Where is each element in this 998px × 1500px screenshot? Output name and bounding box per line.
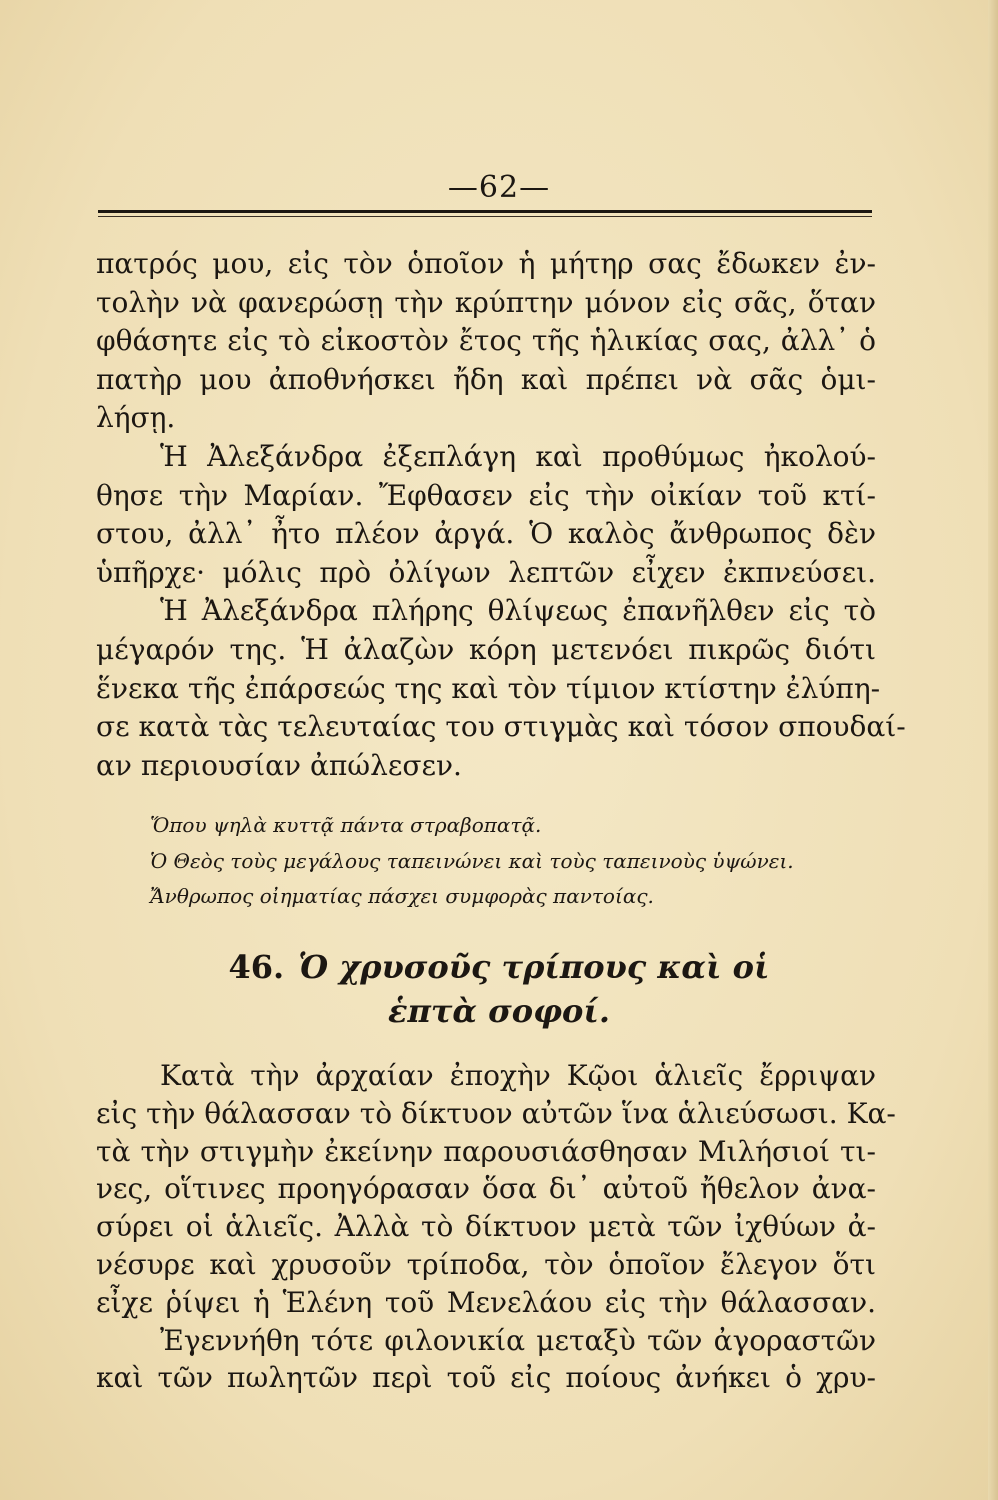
text-line: καὶ τῶν πωλητῶν περὶ τοῦ εἰς ποίους ἀνήκει ὁ χρυ- — [96, 1361, 876, 1395]
text-line: εἶχε ῥίψει ἡ Ἑλένη τοῦ Μενελάου εἰς τὴν θάλασσαν. — [96, 1285, 876, 1319]
proverb-line: Ὁ Θεὸς τοὺς μεγάλους ταπεινώνει καὶ τοὺς ταπεινοὺς ὑψώνει. — [150, 848, 794, 873]
text-line: αν περιουσίαν ἀπώλεσεν. — [96, 748, 462, 782]
text-line: λήσῃ. — [96, 401, 176, 435]
body-text-lower — [96, 1057, 896, 1397]
proverb-line: Ὅπου ψηλὰ κυττᾷ πάντα στραβοπατᾷ. — [150, 813, 542, 837]
text-line: θησε τὴν Μαρίαν. Ἔφθασεν εἰς τὴν οἰκίαν τοῦ κτί- — [96, 478, 876, 512]
text-line: Ἡ Ἀλεξάνδρα ἐξεπλάγη καὶ προθύμως ἠκολού- — [160, 439, 876, 473]
header-rule-thin — [98, 216, 872, 217]
section-heading — [0, 945, 998, 1033]
section-title: Ὁ χρυσοῦς τρίπους καὶ οἱ — [298, 948, 770, 986]
proverbs — [150, 808, 880, 915]
text-line: τολὴν νὰ φανερώσῃ τὴν κρύπτην μόνον εἰς σᾶς, ὅταν — [96, 285, 876, 319]
text-line: ὑπῆρχε· μόλις πρὸ ὀλίγων λεπτῶν εἶχεν ἐκπνεύσει. — [96, 555, 876, 589]
text-line: Ἐγεννήθη τότε φιλονικία μεταξὺ τῶν ἀγοραστῶν — [160, 1323, 876, 1357]
text-line: φθάσητε εἰς τὸ εἰκοστὸν ἔτος τῆς ἡλικίας σας, ἀλλ᾽ ὁ — [96, 324, 876, 358]
text-line: Ἡ Ἀλεξάνδρα πλήρης θλίψεως ἐπανῆλθεν εἰς τὸ — [160, 594, 876, 628]
section-heading-line1 — [0, 945, 998, 989]
text-line: ἕνεκα τῆς ἐπάρσεώς της καὶ τὸν τίμιον κτίστην ἐλύπη- — [96, 671, 881, 705]
text-line: νέσυρε καὶ χρυσοῦν τρίποδα, τὸν ὁποῖον ἔλεγον ὅτι — [96, 1247, 876, 1281]
body-text-upper — [96, 245, 906, 785]
section-number: 46. — [228, 948, 285, 986]
text-line: μέγαρόν της. Ἡ ἀλαζὼν κόρη μετενόει πικρῶς διότι — [96, 632, 876, 666]
text-line: Κατὰ τὴν ἀρχαίαν ἐποχὴν Κῷοι ἁλιεῖς ἔρριψαν — [160, 1059, 876, 1092]
text-line: πατρός μου, εἰς τὸν ὁποῖον ἡ μήτηρ σας ἔδωκεν ἐν- — [96, 247, 876, 280]
page-edge — [988, 0, 998, 1500]
text-line: στου, ἀλλ᾽ ἦτο πλέον ἀργά. Ὁ καλὸς ἄνθρωπος δὲν — [96, 517, 876, 551]
section-title-continued: ἑπτὰ σοφοί. — [387, 992, 611, 1030]
text-line: νες, οἵτινες προηγόρασαν ὅσα δι᾽ αὐτοῦ ἤθελον ἀνα- — [96, 1172, 876, 1206]
text-line: σε κατὰ τὰς τελευταίας του στιγμὰς καὶ τόσον σπουδαί- — [96, 710, 906, 744]
text-line: εἰς τὴν θάλασσαν τὸ δίκτυον αὐτῶν ἵνα ἁλιεύσωσι. Κα- — [96, 1096, 896, 1130]
proverb-line: Ἄνθρωπος οἰηματίας πάσχει συμφορὰς παντοίας. — [150, 884, 654, 908]
page-number: —62— — [447, 170, 551, 205]
text-line: πατὴρ μου ἀποθνήσκει ἤδη καὶ πρέπει νὰ σᾶς ὁμι- — [96, 362, 876, 396]
text-line: σύρει οἱ ἁλιεῖς. Ἀλλὰ τὸ δίκτυον μετὰ τῶν ἰχθύων ἀ- — [96, 1210, 876, 1244]
text-line: τὰ τὴν στιγμὴν ἐκείνην παρουσιάσθησαν Μιλήσιοί τι- — [96, 1134, 876, 1168]
header-rule — [98, 210, 872, 213]
